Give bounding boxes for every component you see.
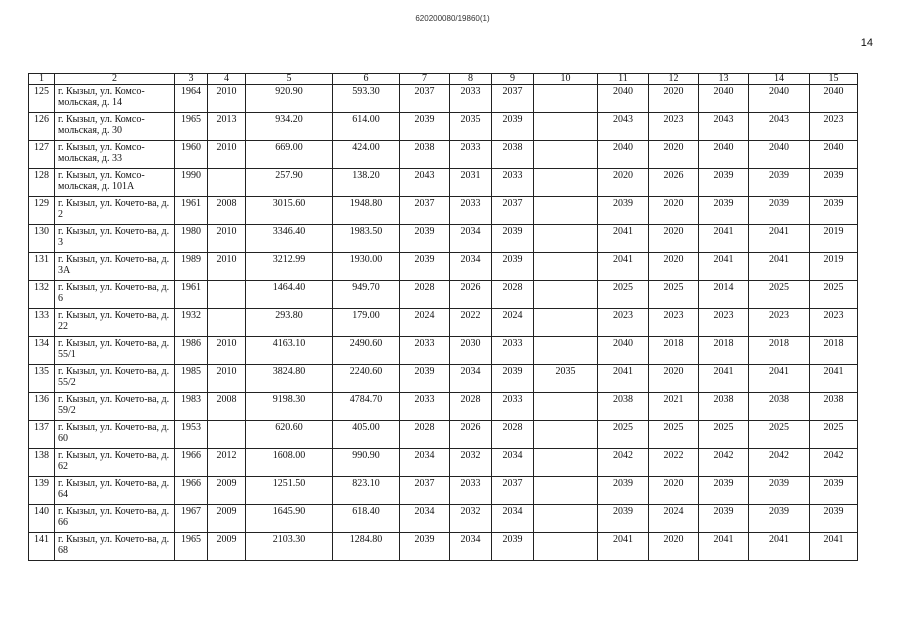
table-cell: 2009 [208,505,246,533]
table-cell: 257.90 [246,169,333,197]
table-cell: 1961 [175,197,208,225]
table-cell: 2041 [598,365,649,393]
table-cell: 133 [29,309,55,337]
table-cell: 620.60 [246,421,333,449]
table-cell: 2038 [598,393,649,421]
table-cell: 2010 [208,141,246,169]
table-cell: 2037 [492,197,534,225]
table-cell: 140 [29,505,55,533]
table-cell [534,141,598,169]
table-cell: 2028 [492,281,534,309]
table-header-row [29,74,858,85]
column-header: 15 [810,74,858,85]
table-cell: 1986 [175,337,208,365]
column-header: 11 [598,74,649,85]
table-cell: 2035 [534,365,598,393]
table-cell: 293.80 [246,309,333,337]
table-cell: 2033 [450,477,492,505]
table-cell: 2026 [649,169,699,197]
table-cell: 2039 [810,169,858,197]
table-cell: 2042 [749,449,810,477]
table-cell: 2034 [450,253,492,281]
table-cell: 1965 [175,113,208,141]
table-cell: 1964 [175,85,208,113]
table-cell: 1960 [175,141,208,169]
table-cell: 2025 [649,281,699,309]
column-header: 12 [649,74,699,85]
table-cell: 2020 [649,253,699,281]
table-cell: 1284.80 [333,533,400,561]
column-header: 1 [29,74,55,85]
table-cell: 2020 [598,169,649,197]
table-cell: 2041 [749,225,810,253]
table-cell: 2018 [649,337,699,365]
table-cell: 669.00 [246,141,333,169]
table-cell: 2039 [810,505,858,533]
table-cell: 139 [29,477,55,505]
table-cell: 1932 [175,309,208,337]
table-cell: 138 [29,449,55,477]
table-cell: 2028 [400,281,450,309]
table-cell: 2009 [208,477,246,505]
table-cell: 2020 [649,197,699,225]
table-cell: 2039 [492,533,534,561]
table-cell: 2033 [492,393,534,421]
table-cell: 2025 [749,421,810,449]
table-cell: 405.00 [333,421,400,449]
table-cell: 1965 [175,533,208,561]
column-header: 7 [400,74,450,85]
table-cell: 2020 [649,533,699,561]
table-cell [208,421,246,449]
table-cell: 2033 [450,141,492,169]
table-cell: 2021 [649,393,699,421]
address-cell: г. Кызыл, ул. Кочето-ва, д. 60 [55,421,175,449]
address-cell: г. Кызыл, ул. Кочето-ва, д. 66 [55,505,175,533]
table-cell: 1948.80 [333,197,400,225]
table-cell: 2022 [450,309,492,337]
table-cell: 2038 [810,393,858,421]
table-row [29,309,858,337]
table-cell: 2039 [749,477,810,505]
column-header: 10 [534,74,598,85]
table-cell: 128 [29,169,55,197]
table-cell: 2039 [749,197,810,225]
table-cell: 2033 [400,393,450,421]
table-cell: 2023 [598,309,649,337]
table-cell: 2037 [492,85,534,113]
table-cell [534,421,598,449]
table-cell: 2034 [400,449,450,477]
table-cell: 2023 [810,113,858,141]
table-cell: 141 [29,533,55,561]
table-cell: 2039 [699,197,749,225]
table-cell: 2010 [208,365,246,393]
table-cell: 1251.50 [246,477,333,505]
table-cell: 2040 [598,337,649,365]
table-cell: 132 [29,281,55,309]
table-cell: 2039 [492,225,534,253]
table-row [29,449,858,477]
table-cell: 1464.40 [246,281,333,309]
address-cell: г. Кызыл, ул. Кочето-ва, д. 3А [55,253,175,281]
table-cell: 2025 [598,421,649,449]
table-cell: 2025 [810,281,858,309]
table-cell: 2037 [400,197,450,225]
table-cell: 2038 [492,141,534,169]
table-cell: 2039 [400,533,450,561]
table-cell: 9198.30 [246,393,333,421]
table-cell: 2040 [810,141,858,169]
table-cell: 2034 [492,449,534,477]
table-cell [534,253,598,281]
table-cell: 2041 [699,533,749,561]
table-cell: 2025 [749,281,810,309]
table-cell: 130 [29,225,55,253]
table-cell: 934.20 [246,113,333,141]
table-cell: 2039 [699,477,749,505]
table-cell: 2490.60 [333,337,400,365]
table-cell: 2024 [400,309,450,337]
table-row [29,393,858,421]
table-cell: 2023 [699,309,749,337]
table-cell: 2240.60 [333,365,400,393]
table-cell: 2038 [699,393,749,421]
table-cell: 2024 [492,309,534,337]
table-cell: 2040 [749,141,810,169]
page-number: 14 [860,37,873,49]
table-cell: 2025 [810,421,858,449]
table-cell: 2040 [699,85,749,113]
table-cell: 2019 [810,253,858,281]
table-cell: 2009 [208,533,246,561]
table-cell: 129 [29,197,55,225]
table-row [29,421,858,449]
table-cell: 2103.30 [246,533,333,561]
column-header: 2 [55,74,175,85]
table-cell: 2010 [208,225,246,253]
table-cell: 2033 [450,85,492,113]
table-body [29,85,858,561]
table-cell: 2040 [598,85,649,113]
table-cell: 2041 [598,225,649,253]
address-cell: г. Кызыл, ул. Комсо-мольская, д. 30 [55,113,175,141]
table-cell: 2039 [400,365,450,393]
table-cell: 2038 [749,393,810,421]
address-cell: г. Кызыл, ул. Кочето-ва, д. 3 [55,225,175,253]
table-cell: 2028 [450,393,492,421]
column-header: 4 [208,74,246,85]
table-cell: 2039 [400,253,450,281]
table-cell [534,533,598,561]
document-id: 620200080/19860(1) [415,14,490,23]
table-cell: 2042 [810,449,858,477]
table-cell: 614.00 [333,113,400,141]
table-cell: 2028 [400,421,450,449]
table-row [29,281,858,309]
table-row [29,253,858,281]
table-cell: 920.90 [246,85,333,113]
table-cell: 1966 [175,477,208,505]
table-cell: 2039 [400,225,450,253]
table-cell: 2041 [749,533,810,561]
table-cell: 2032 [450,449,492,477]
table-cell: 2026 [450,421,492,449]
table-cell: 2039 [492,253,534,281]
table-cell: 618.40 [333,505,400,533]
table-cell: 2039 [810,197,858,225]
table-cell: 2023 [649,309,699,337]
table-cell: 2025 [699,421,749,449]
table-cell [208,309,246,337]
table-cell [534,197,598,225]
table-cell: 138.20 [333,169,400,197]
address-cell: г. Кызыл, ул. Кочето-ва, д. 22 [55,309,175,337]
table-cell: 2019 [810,225,858,253]
address-cell: г. Кызыл, ул. Кочето-ва, д. 59/2 [55,393,175,421]
table-cell: 2040 [810,85,858,113]
table-cell: 1983 [175,393,208,421]
table-cell: 1961 [175,281,208,309]
table-cell: 1980 [175,225,208,253]
table-cell: 2022 [649,449,699,477]
table-cell: 2041 [749,253,810,281]
table-cell: 2040 [598,141,649,169]
address-cell: г. Кызыл, ул. Кочето-ва, д. 55/1 [55,337,175,365]
table-cell: 4784.70 [333,393,400,421]
table-cell: 2010 [208,253,246,281]
address-cell: г. Кызыл, ул. Кочето-ва, д. 55/2 [55,365,175,393]
table-cell: 137 [29,421,55,449]
table-cell: 2039 [699,169,749,197]
table-cell: 2039 [492,113,534,141]
table-cell: 2043 [400,169,450,197]
table-cell: 2039 [699,505,749,533]
table-row [29,141,858,169]
table-cell: 2024 [649,505,699,533]
table-cell: 2020 [649,477,699,505]
column-header: 5 [246,74,333,85]
table-cell: 2008 [208,197,246,225]
table-cell: 2038 [400,141,450,169]
address-cell: г. Кызыл, ул. Кочето-ва, д. 64 [55,477,175,505]
table-cell: 2037 [400,477,450,505]
table-cell: 2042 [699,449,749,477]
table-cell: 135 [29,365,55,393]
table-cell: 2008 [208,393,246,421]
table-cell: 2041 [598,253,649,281]
table-cell: 1985 [175,365,208,393]
table-cell: 1966 [175,449,208,477]
table-cell: 2040 [699,141,749,169]
table-cell: 2033 [492,169,534,197]
table-row [29,337,858,365]
table-cell: 2025 [598,281,649,309]
table-row [29,533,858,561]
table-cell [534,449,598,477]
table-cell: 2028 [492,421,534,449]
table-cell [534,85,598,113]
table-cell: 2041 [699,253,749,281]
table-cell: 125 [29,85,55,113]
table-cell: 2025 [649,421,699,449]
column-header: 6 [333,74,400,85]
table-cell: 2018 [810,337,858,365]
table-row [29,365,858,393]
table-cell: 2018 [699,337,749,365]
table-row [29,477,858,505]
table-cell [534,309,598,337]
table-cell: 2018 [749,337,810,365]
table-cell: 1989 [175,253,208,281]
table-cell: 2020 [649,85,699,113]
table-cell: 2033 [492,337,534,365]
table-cell: 823.10 [333,477,400,505]
table-cell: 2037 [492,477,534,505]
table-cell: 2042 [598,449,649,477]
column-header: 8 [450,74,492,85]
column-header: 13 [699,74,749,85]
table-cell: 2014 [699,281,749,309]
table-cell: 3015.60 [246,197,333,225]
table-cell: 2023 [810,309,858,337]
table-cell: 2010 [208,337,246,365]
table-cell: 4163.10 [246,337,333,365]
table-cell: 990.90 [333,449,400,477]
address-cell: г. Кызыл, ул. Комсо-мольская, д. 14 [55,85,175,113]
table-cell [534,169,598,197]
table-cell: 2031 [450,169,492,197]
table-cell [534,225,598,253]
table-cell [534,505,598,533]
table-cell: 126 [29,113,55,141]
table-cell: 2039 [749,169,810,197]
table-cell [208,169,246,197]
table-cell: 1608.00 [246,449,333,477]
table-cell: 131 [29,253,55,281]
table-cell: 127 [29,141,55,169]
table-cell: 2032 [450,505,492,533]
table-row [29,85,858,113]
table-cell: 2023 [649,113,699,141]
table-row [29,169,858,197]
column-header: 3 [175,74,208,85]
table-row [29,505,858,533]
table-cell: 2012 [208,449,246,477]
table-cell: 1983.50 [333,225,400,253]
table-cell: 1930.00 [333,253,400,281]
table-cell: 2035 [450,113,492,141]
table-cell: 136 [29,393,55,421]
table-cell: 2010 [208,85,246,113]
table-cell: 2030 [450,337,492,365]
table-cell: 134 [29,337,55,365]
table-cell: 2039 [598,197,649,225]
table-cell: 2023 [749,309,810,337]
table-cell [208,281,246,309]
table-cell: 2041 [598,533,649,561]
table-cell: 2039 [400,113,450,141]
table-cell: 2039 [598,505,649,533]
table-cell: 2034 [450,533,492,561]
column-header: 14 [749,74,810,85]
table-cell [534,281,598,309]
table-cell: 1990 [175,169,208,197]
table-cell: 949.70 [333,281,400,309]
table-cell: 2041 [810,533,858,561]
table-cell: 2041 [699,225,749,253]
table-cell: 2039 [749,505,810,533]
address-cell: г. Кызыл, ул. Кочето-ва, д. 2 [55,197,175,225]
table-cell: 1645.90 [246,505,333,533]
address-cell: г. Кызыл, ул. Комсо-мольская, д. 101А [55,169,175,197]
table-cell: 1953 [175,421,208,449]
table-cell: 179.00 [333,309,400,337]
table-cell [534,113,598,141]
table-cell: 2034 [450,365,492,393]
table-cell: 2020 [649,141,699,169]
table-row [29,197,858,225]
table-cell: 2034 [400,505,450,533]
table-cell: 3824.80 [246,365,333,393]
table-cell: 2033 [400,337,450,365]
building-registry-table [28,73,858,561]
table-cell: 2041 [699,365,749,393]
address-cell: г. Кызыл, ул. Комсо-мольская, д. 33 [55,141,175,169]
table-cell: 3212.99 [246,253,333,281]
table-cell: 2043 [699,113,749,141]
table-cell: 2037 [400,85,450,113]
table-cell: 2041 [810,365,858,393]
table-cell: 2034 [492,505,534,533]
address-cell: г. Кызыл, ул. Кочето-ва, д. 68 [55,533,175,561]
table-cell: 2020 [649,365,699,393]
address-cell: г. Кызыл, ул. Кочето-ва, д. 6 [55,281,175,309]
table-cell: 2043 [749,113,810,141]
table-cell: 2033 [450,197,492,225]
table-cell: 2041 [749,365,810,393]
table-cell: 2013 [208,113,246,141]
table-cell: 3346.40 [246,225,333,253]
table-cell: 1967 [175,505,208,533]
table-cell: 2039 [810,477,858,505]
table-cell [534,337,598,365]
table-cell: 2039 [598,477,649,505]
column-header: 9 [492,74,534,85]
table-cell: 2043 [598,113,649,141]
table-cell: 2034 [450,225,492,253]
table-row [29,225,858,253]
address-cell: г. Кызыл, ул. Кочето-ва, д. 62 [55,449,175,477]
table-cell [534,393,598,421]
table-cell: 2039 [492,365,534,393]
table-cell: 593.30 [333,85,400,113]
table-cell: 2020 [649,225,699,253]
table-row [29,113,858,141]
table-cell: 424.00 [333,141,400,169]
table-cell: 2026 [450,281,492,309]
table-cell [534,477,598,505]
table-cell: 2040 [749,85,810,113]
